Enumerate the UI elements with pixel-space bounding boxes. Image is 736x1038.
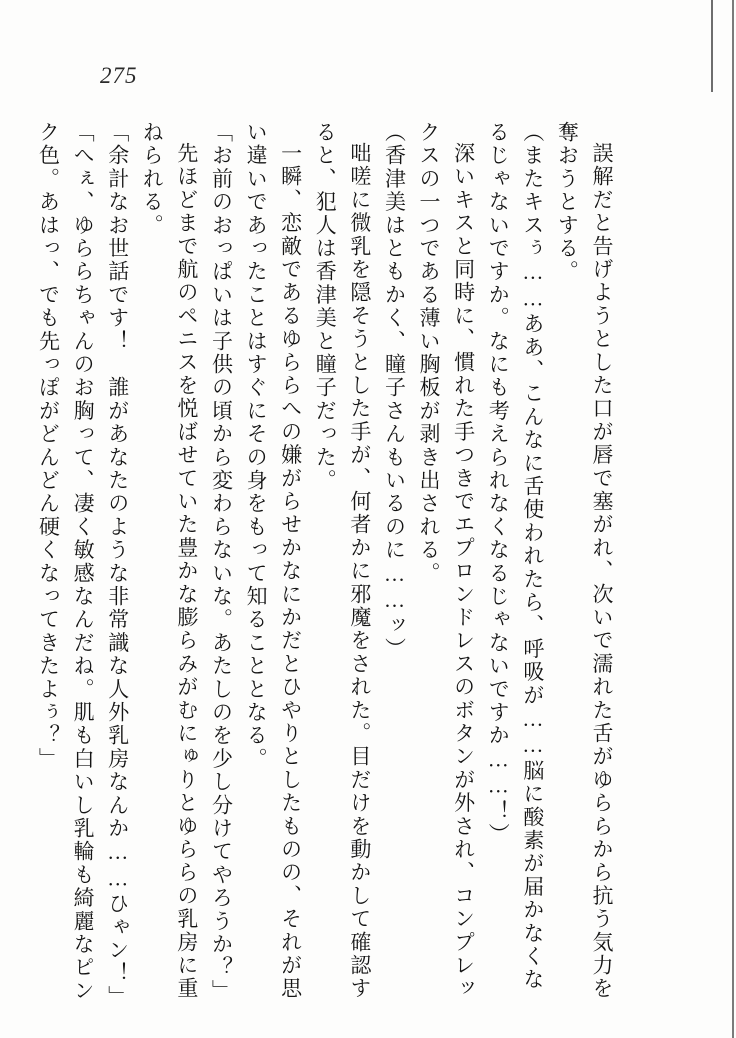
paragraph: 深いキスと同時に、慣れた手つきでエプロンドレスのボタンが外され、コンプレックスの一つである薄い胸板が剥き出される。 xyxy=(417,121,476,1001)
paragraph: （またキスぅ……ああ、こんなに舌使われたら、呼吸が……脳に酸素が届かなくなるじゃないですか。なにも考えられなくなるじゃないですか……！） xyxy=(486,121,545,992)
paragraph: 咄嗟に微乳を隠そうとした手が、何者かに邪魔をされた。目だけを動かして確認すると、犯人は香津美と瞳子だった。 xyxy=(313,121,372,1001)
paragraph: 先ほどまで航のペニスを悦ばせていた豊かな膨らみがむにゅりとゆららの乳房に重ねられる。 xyxy=(140,121,199,1001)
paragraph: 「余計なお世話です！ 誰があなたのような非常識な人外乳房なんか……ひゃン！」 xyxy=(105,121,130,1009)
paragraph: 誤解だと告げようとした口が唇で塞がれ、次いで濡れた舌がゆららから抗う気力を奪おうとする。 xyxy=(555,121,614,1001)
page-number: 275 xyxy=(100,63,138,88)
scan-edge-line xyxy=(732,0,734,1038)
paragraph: 「お前のおっぱいは子供の頃から変わらないな。あたしのを少し分けてやろうか？」 xyxy=(209,121,234,1003)
paragraph: 「へぇ、ゆららちゃんのお胸って、凄く敏感なんだね。肌も白いし乳輪も綺麗なピンク色。あはっ、でも先っぽがどんどん硬くなってきたよぅ？」 xyxy=(36,121,96,1003)
body-text xyxy=(31,121,619,1011)
scan-artifact-line xyxy=(711,0,713,92)
paragraph: 一瞬、恋敵であるゆららへの嫌がらせかなにかだとひやりとしたものの、それが思い違いであったことはすぐにその身をもって知ることとなる。 xyxy=(244,121,303,1001)
paragraph: （香津美はともかく、瞳子さんもいるのに……ッ） xyxy=(382,121,407,661)
